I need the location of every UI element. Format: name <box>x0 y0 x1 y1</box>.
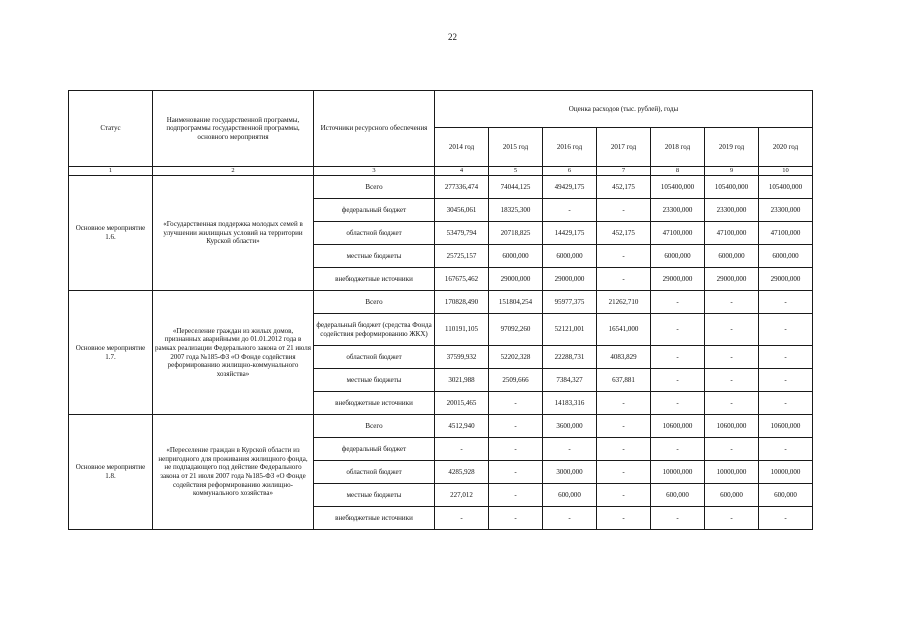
funding-source: Всего <box>314 176 435 199</box>
amount-cell: - <box>759 314 813 346</box>
amount-cell: 452,175 <box>597 222 651 245</box>
amount-cell: 10000,000 <box>705 461 759 484</box>
amount-cell: - <box>651 346 705 369</box>
amount-cell: 52121,001 <box>543 314 597 346</box>
amount-cell: 74044,125 <box>489 176 543 199</box>
amount-cell: 10600,000 <box>705 415 759 438</box>
year-header: 2018 год <box>651 128 705 167</box>
estimate-column-header: Оценка расходов (тыс. рублей), годы <box>435 91 813 128</box>
amount-cell: - <box>489 507 543 530</box>
budget-table <box>68 90 813 530</box>
amount-cell: - <box>597 392 651 415</box>
amount-cell: 105400,000 <box>759 176 813 199</box>
sources-column-header: Источники ресурсного обеспечения <box>314 91 435 167</box>
amount-cell: 52202,328 <box>489 346 543 369</box>
year-header: 2014 год <box>435 128 489 167</box>
amount-cell: - <box>597 199 651 222</box>
funding-source: внебюджетные источники <box>314 507 435 530</box>
table-row <box>69 291 813 314</box>
funding-source: внебюджетные источники <box>314 392 435 415</box>
amount-cell: 227,012 <box>435 484 489 507</box>
amount-cell: - <box>489 438 543 461</box>
amount-cell: - <box>759 346 813 369</box>
year-header: 2020 год <box>759 128 813 167</box>
amount-cell: - <box>597 268 651 291</box>
funding-source: местные бюджеты <box>314 245 435 268</box>
amount-cell: 637,881 <box>597 369 651 392</box>
amount-cell: 4083,829 <box>597 346 651 369</box>
amount-cell: 10600,000 <box>651 415 705 438</box>
funding-source: областной бюджет <box>314 346 435 369</box>
amount-cell: 20718,825 <box>489 222 543 245</box>
amount-cell: 105400,000 <box>651 176 705 199</box>
amount-cell: - <box>651 291 705 314</box>
amount-cell: 3021,988 <box>435 369 489 392</box>
funding-source: областной бюджет <box>314 461 435 484</box>
year-header: 2016 год <box>543 128 597 167</box>
amount-cell: - <box>759 392 813 415</box>
amount-cell: 105400,000 <box>705 176 759 199</box>
amount-cell: 37599,932 <box>435 346 489 369</box>
amount-cell: - <box>489 415 543 438</box>
column-index: 6 <box>543 167 597 176</box>
amount-cell: - <box>597 245 651 268</box>
amount-cell: - <box>597 461 651 484</box>
funding-source: областной бюджет <box>314 222 435 245</box>
page-number: 22 <box>448 32 457 42</box>
amount-cell: - <box>759 291 813 314</box>
column-index: 4 <box>435 167 489 176</box>
amount-cell: - <box>705 291 759 314</box>
amount-cell: - <box>597 484 651 507</box>
amount-cell: 14183,316 <box>543 392 597 415</box>
amount-cell: - <box>489 392 543 415</box>
amount-cell: 6000,000 <box>705 245 759 268</box>
amount-cell: - <box>489 461 543 484</box>
amount-cell: - <box>651 369 705 392</box>
amount-cell: 21262,710 <box>597 291 651 314</box>
amount-cell: 53479,794 <box>435 222 489 245</box>
amount-cell: 23300,000 <box>651 199 705 222</box>
amount-cell: 2509,666 <box>489 369 543 392</box>
table-row <box>69 176 813 199</box>
funding-source: федеральный бюджет <box>314 199 435 222</box>
amount-cell: 18325,300 <box>489 199 543 222</box>
activity-name: «Государственная поддержка молодых семей в улучшении жилищных условий на территории Курской области» <box>153 176 314 291</box>
amount-cell: 6000,000 <box>543 245 597 268</box>
amount-cell: - <box>543 507 597 530</box>
amount-cell: 29000,000 <box>489 268 543 291</box>
amount-cell: 25725,157 <box>435 245 489 268</box>
amount-cell: 30456,061 <box>435 199 489 222</box>
amount-cell: 10600,000 <box>759 415 813 438</box>
amount-cell: 22288,731 <box>543 346 597 369</box>
amount-cell: - <box>759 438 813 461</box>
table-row <box>69 415 813 438</box>
amount-cell: 170828,490 <box>435 291 489 314</box>
column-index: 2 <box>153 167 314 176</box>
amount-cell: 4285,928 <box>435 461 489 484</box>
year-header: 2019 год <box>705 128 759 167</box>
amount-cell: - <box>705 438 759 461</box>
amount-cell: 23300,000 <box>705 199 759 222</box>
amount-cell: 4512,940 <box>435 415 489 438</box>
name-column-header: Наименование государственной программы, подпрограммы государственной программы, основного мероприятия <box>153 91 314 167</box>
column-index-row <box>69 167 813 176</box>
column-index: 8 <box>651 167 705 176</box>
amount-cell: 6000,000 <box>759 245 813 268</box>
amount-cell: - <box>705 346 759 369</box>
amount-cell: 151804,254 <box>489 291 543 314</box>
activity-status: Основное мероприятие 1.8. <box>69 415 153 530</box>
amount-cell: - <box>543 199 597 222</box>
status-column-header: Статус <box>69 91 153 167</box>
amount-cell: 277336,474 <box>435 176 489 199</box>
activity-name: «Переселение граждан в Курской области из непригодного для проживания жилищного фонда, не подпадающего под действие Федерального закона от 21 июля 2007 года №185-ФЗ «О Фонде содействия реформированию жилищно-коммунального хозяйства» <box>153 415 314 530</box>
amount-cell: - <box>435 507 489 530</box>
amount-cell: - <box>435 438 489 461</box>
amount-cell: - <box>651 314 705 346</box>
amount-cell: - <box>597 438 651 461</box>
funding-source: федеральный бюджет <box>314 438 435 461</box>
amount-cell: - <box>759 369 813 392</box>
amount-cell: 47100,000 <box>759 222 813 245</box>
amount-cell: 14429,175 <box>543 222 597 245</box>
column-index: 10 <box>759 167 813 176</box>
amount-cell: 95977,375 <box>543 291 597 314</box>
header-row <box>69 91 813 128</box>
funding-source: федеральный бюджет (средства Фонда содействия реформированию ЖКХ) <box>314 314 435 346</box>
amount-cell: 6000,000 <box>651 245 705 268</box>
activity-name: «Переселение граждан из жилых домов, признанных аварийными до 01.01.2012 года в рамках реализации Федерального закона от 21 июля 2007 года №185-ФЗ «О Фонде содействия реформированию жилищно-коммунального хозяйства» <box>153 291 314 415</box>
amount-cell: 600,000 <box>651 484 705 507</box>
amount-cell: 29000,000 <box>543 268 597 291</box>
amount-cell: - <box>651 392 705 415</box>
activity-status: Основное мероприятие 1.6. <box>69 176 153 291</box>
amount-cell: 29000,000 <box>705 268 759 291</box>
amount-cell: 47100,000 <box>651 222 705 245</box>
funding-source: Всего <box>314 291 435 314</box>
year-header: 2015 год <box>489 128 543 167</box>
column-index: 5 <box>489 167 543 176</box>
amount-cell: - <box>543 438 597 461</box>
funding-source: Всего <box>314 415 435 438</box>
amount-cell: 600,000 <box>705 484 759 507</box>
amount-cell: - <box>705 507 759 530</box>
amount-cell: 600,000 <box>759 484 813 507</box>
amount-cell: 7384,327 <box>543 369 597 392</box>
column-index: 7 <box>597 167 651 176</box>
funding-source: местные бюджеты <box>314 484 435 507</box>
amount-cell: 20015,465 <box>435 392 489 415</box>
year-header: 2017 год <box>597 128 651 167</box>
funding-source: внебюджетные источники <box>314 268 435 291</box>
amount-cell: 47100,000 <box>705 222 759 245</box>
amount-cell: 3600,000 <box>543 415 597 438</box>
amount-cell: 23300,000 <box>759 199 813 222</box>
amount-cell: - <box>705 392 759 415</box>
column-index: 1 <box>69 167 153 176</box>
funding-source: местные бюджеты <box>314 369 435 392</box>
amount-cell: 6000,000 <box>489 245 543 268</box>
amount-cell: - <box>705 314 759 346</box>
amount-cell: 452,175 <box>597 176 651 199</box>
column-index: 3 <box>314 167 435 176</box>
amount-cell: 167675,462 <box>435 268 489 291</box>
amount-cell: 10000,000 <box>759 461 813 484</box>
activity-status: Основное мероприятие 1.7. <box>69 291 153 415</box>
amount-cell: 16541,000 <box>597 314 651 346</box>
amount-cell: 97092,260 <box>489 314 543 346</box>
amount-cell: 3000,000 <box>543 461 597 484</box>
amount-cell: 29000,000 <box>651 268 705 291</box>
amount-cell: - <box>597 507 651 530</box>
amount-cell: - <box>597 415 651 438</box>
amount-cell: 600,000 <box>543 484 597 507</box>
column-index: 9 <box>705 167 759 176</box>
amount-cell: 29000,000 <box>759 268 813 291</box>
amount-cell: 49429,175 <box>543 176 597 199</box>
amount-cell: 10000,000 <box>651 461 705 484</box>
amount-cell: - <box>489 484 543 507</box>
amount-cell: - <box>759 507 813 530</box>
amount-cell: - <box>651 507 705 530</box>
amount-cell: - <box>705 369 759 392</box>
amount-cell: - <box>651 438 705 461</box>
amount-cell: 110191,105 <box>435 314 489 346</box>
